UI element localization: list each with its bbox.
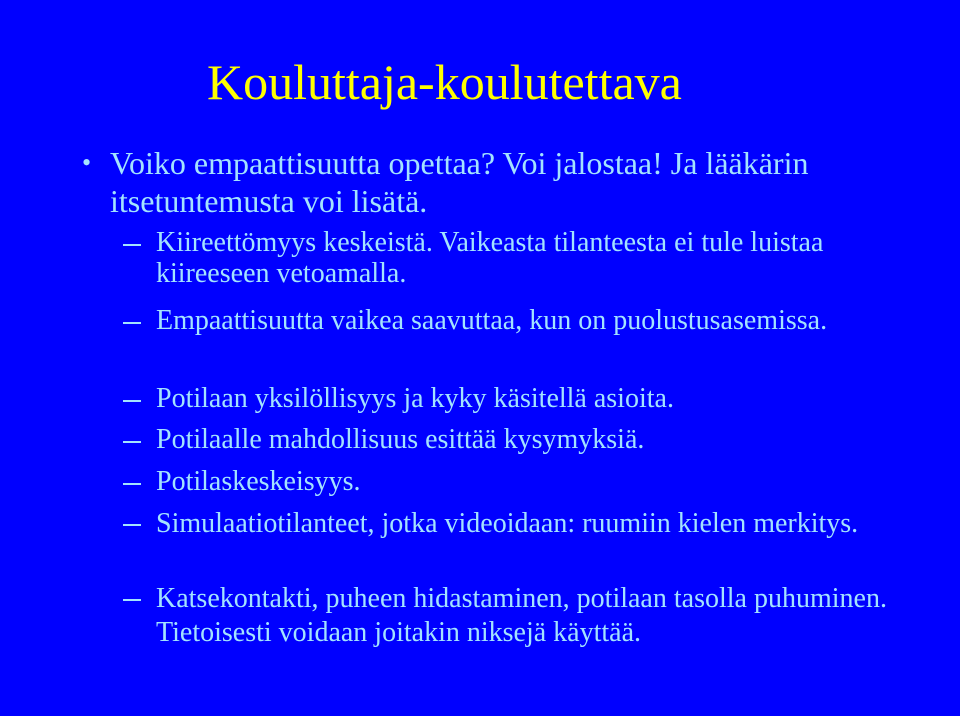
sub-bullet-item [156,424,876,455]
sub-bullet-text: Kiireettömyys keskeistä. Vaikeasta tilanteesta ei tule luistaa kiireeseen vetoamalla. [156,227,824,289]
dash-icon [123,599,141,601]
main-bullet-text: Voiko empaattisuutta opettaa? Voi jalostaa! Ja lääkärin itsetuntemusta voi lisätä. [110,145,809,219]
dash-icon [123,524,141,526]
sub-bullet-item [156,227,876,289]
sub-bullet-item [156,582,896,650]
dash-icon [123,441,141,443]
sub-bullet-text: Simulaatiotilanteet, jotka videoidaan: ruumiin kielen merkitys. [156,508,859,539]
dash-icon [123,322,141,324]
dash-icon [123,400,141,402]
sub-bullet-text: Katsekontakti, puheen hidastaminen, potilaan tasolla puhuminen. Tietoisesti voidaan joitakin niksejä käyttää. [156,583,887,648]
sub-bullet-item [156,305,876,336]
sub-bullet-item [156,383,876,414]
sub-bullet-item [156,507,876,541]
sub-bullet-item [156,466,876,497]
dash-icon [123,483,141,485]
sub-bullet-text: Empaattisuutta vaikea saavuttaa, kun on puolustusasemissa. [156,305,828,336]
sub-bullet-text: Potilaalle mahdollisuus esittää kysymyksiä. [156,424,645,455]
sub-bullet-text: Potilaan yksilöllisyys ja kyky käsitellä asioita. [156,383,674,414]
slide-title: Kouluttaja-koulutettava [207,54,682,110]
bullet-dot-icon: • [82,148,92,177]
sub-bullet-text: Potilaskeskeisyys. [156,466,361,497]
dash-icon [123,244,141,246]
